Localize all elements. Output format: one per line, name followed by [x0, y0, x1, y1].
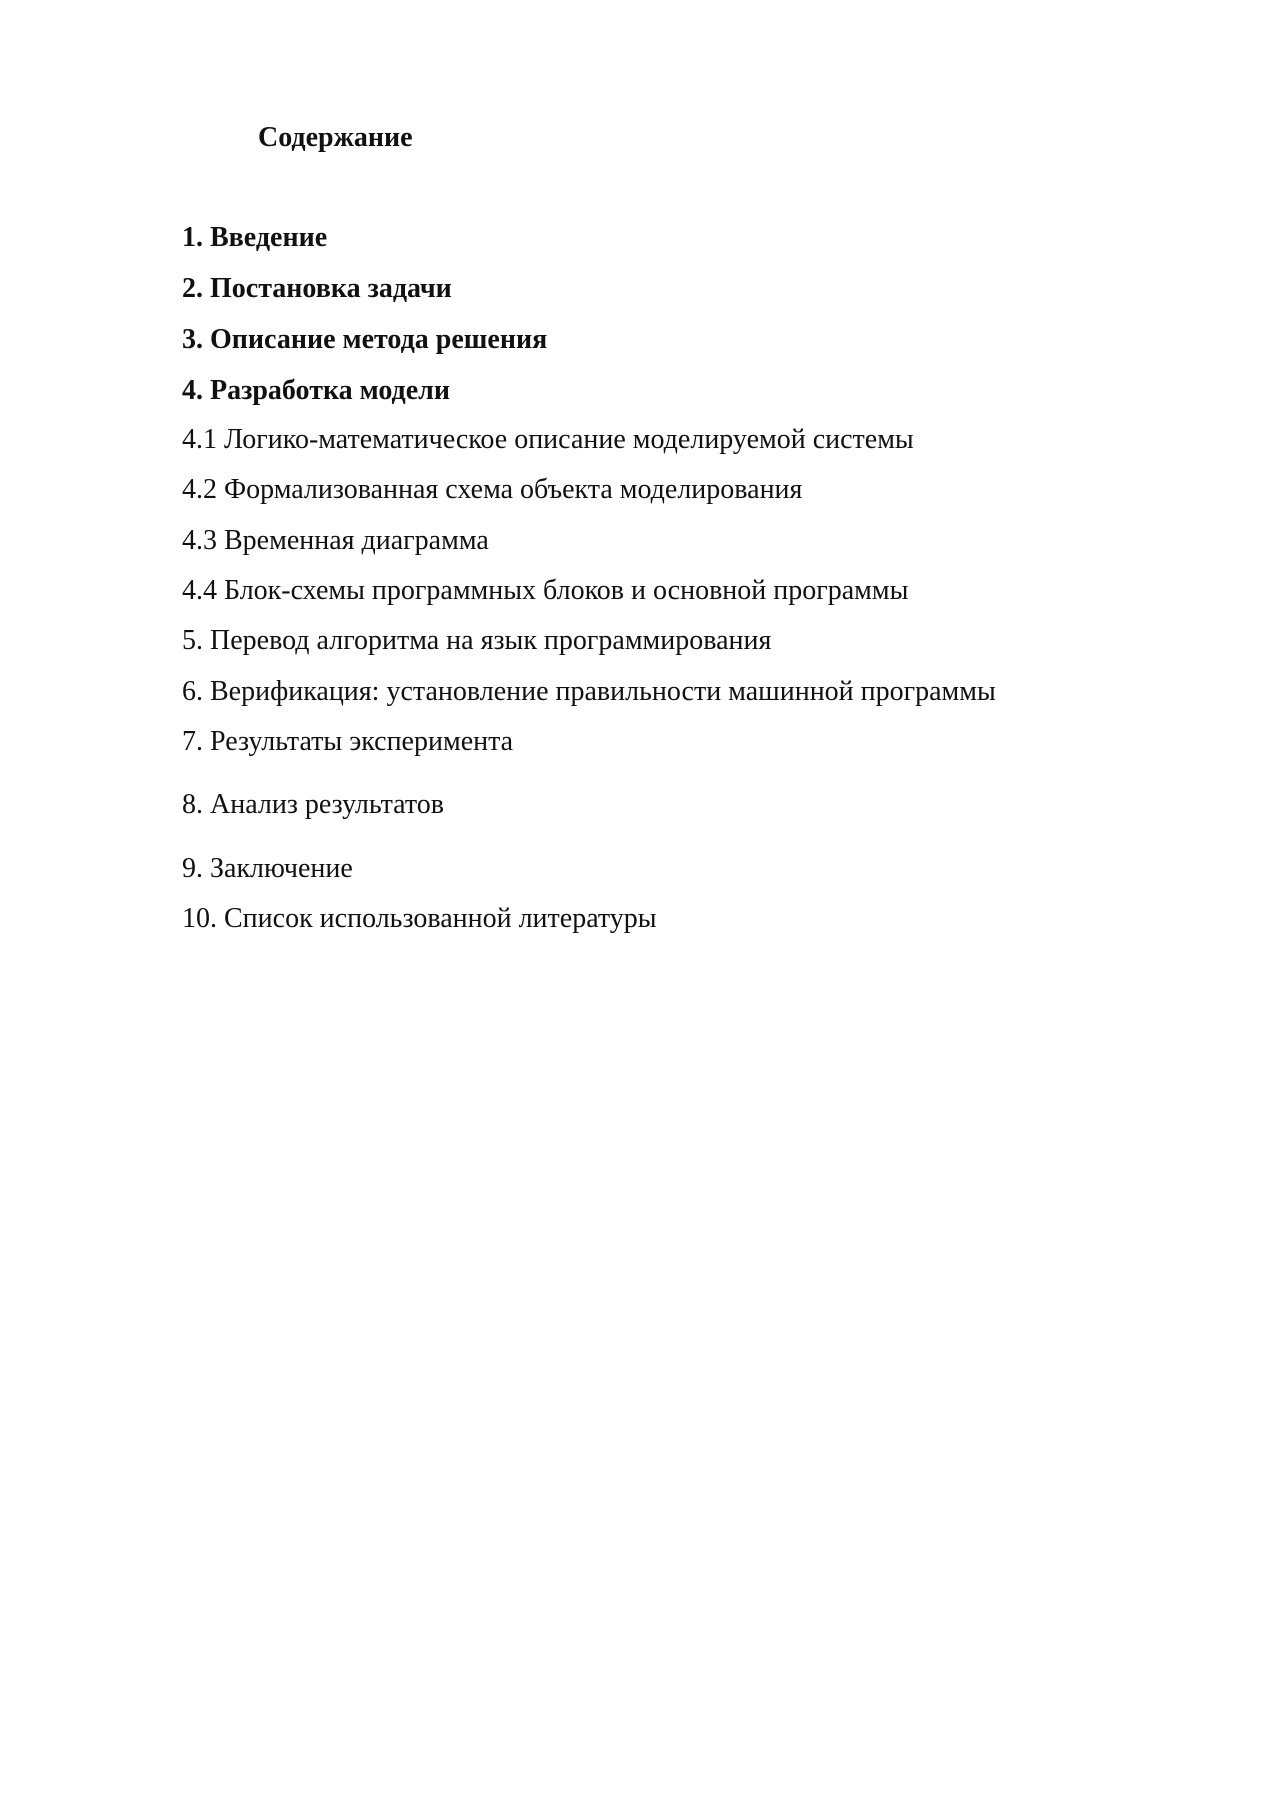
- toc-item-7: 7. Результаты эксперимента: [182, 726, 514, 757]
- toc-item-4-1: 4.1 Логико-математическое описание моделируемой системы: [182, 424, 914, 455]
- toc-item-10: 10. Список использованной литературы: [182, 903, 657, 934]
- toc-title: Содержание: [258, 122, 413, 153]
- toc-item-2: 2. Постановка задачи: [182, 273, 452, 304]
- toc-item-4-4: 4.4 Блок-схемы программных блоков и основной программы: [182, 575, 909, 606]
- toc-item-1: 1. Введение: [182, 222, 328, 253]
- toc-item-8: 8. Анализ результатов: [182, 789, 444, 820]
- toc-item-4-3: 4.3 Временная диаграмма: [182, 525, 489, 556]
- toc-item-9: 9. Заключение: [182, 853, 353, 884]
- toc-item-6: 6. Верификация: установление правильности машинной программы: [182, 676, 996, 707]
- toc-item-4: 4. Разработка модели: [182, 375, 450, 406]
- toc-item-3: 3. Описание метода решения: [182, 324, 548, 355]
- toc-item-4-2: 4.2 Формализованная схема объекта моделирования: [182, 474, 803, 505]
- toc-item-5: 5. Перевод алгоритма на язык программирования: [182, 625, 772, 656]
